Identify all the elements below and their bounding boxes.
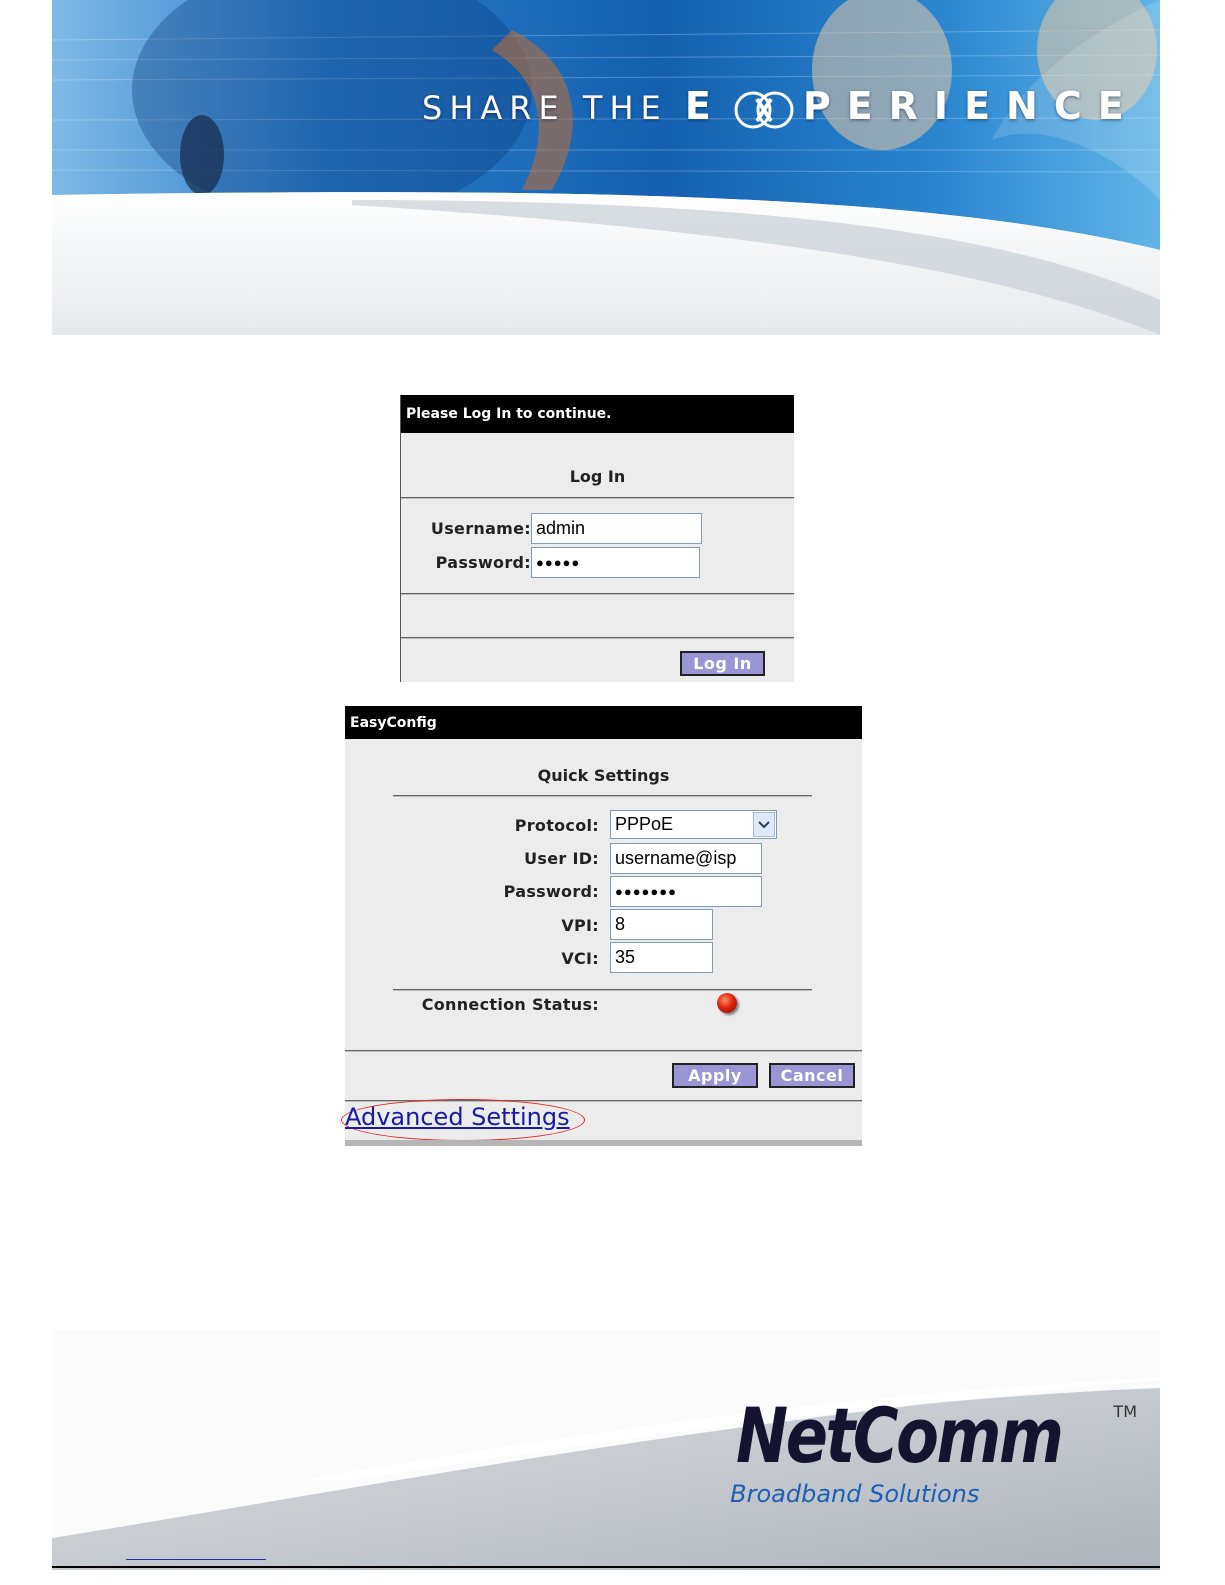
- connection-status-label: Connection Status:: [421, 995, 599, 1014]
- apply-button[interactable]: Apply: [672, 1063, 758, 1088]
- vpi-input[interactable]: 8: [610, 909, 713, 940]
- quick-settings-divider: [393, 795, 812, 797]
- easyconfig-password-label: Password:: [503, 882, 599, 901]
- login-button[interactable]: Log In: [680, 651, 765, 676]
- chevron-down-icon[interactable]: [753, 812, 775, 837]
- login-divider-bottom: [401, 637, 794, 639]
- connection-divider: [393, 989, 812, 991]
- vci-label: VCI:: [561, 949, 599, 968]
- banner-tagline: [422, 84, 1140, 130]
- protocol-select[interactable]: [610, 810, 777, 839]
- protocol-value: PPPoE: [615, 814, 674, 834]
- cancel-button[interactable]: Cancel: [769, 1063, 855, 1088]
- login-title: Please Log In to continue.: [406, 406, 612, 422]
- easyconfig-title-bar: [345, 706, 862, 739]
- login-title-bar: [401, 395, 794, 433]
- easyconfig-dialog: [345, 706, 862, 1146]
- vpi-label: VPI:: [561, 916, 599, 935]
- footer-rule: [52, 1566, 1160, 1568]
- password-input[interactable]: ●●●●●: [531, 547, 700, 578]
- header-banner: [52, 0, 1160, 335]
- easyconfig-bottom-bar: [345, 1140, 862, 1146]
- easyconfig-password-input[interactable]: ●●●●●●●: [610, 876, 762, 907]
- logo-name: NetComm: [736, 1391, 1062, 1480]
- tagline-e: E: [684, 84, 727, 128]
- username-label: Username:: [430, 519, 531, 538]
- logo-trademark: TM: [1113, 1402, 1137, 1421]
- easyconfig-title: EasyConfig: [350, 714, 437, 731]
- userid-input[interactable]: username@isp: [610, 843, 762, 874]
- password-label: Password:: [435, 553, 531, 572]
- protocol-label: Protocol:: [514, 816, 599, 835]
- tagline-left: SHARE THE: [422, 89, 668, 127]
- login-heading: Log In: [569, 467, 626, 486]
- connection-status-indicator: [717, 993, 737, 1013]
- login-dialog: [400, 395, 794, 682]
- userid-label: User ID:: [524, 849, 599, 868]
- username-input[interactable]: admin: [531, 513, 702, 544]
- x-logo-icon: [729, 90, 801, 130]
- login-divider-top: [401, 497, 794, 499]
- login-divider-middle: [401, 593, 794, 595]
- advanced-settings-link[interactable]: Advanced Settings: [345, 1103, 570, 1131]
- footer-link-underline: [126, 1559, 266, 1560]
- logo-tagline: Broadband Solutions: [730, 1480, 980, 1508]
- banner-artwork: [52, 0, 1160, 335]
- tagline-right: PERIENCE: [802, 84, 1140, 128]
- netcomm-logo: [730, 1391, 1137, 1508]
- quick-settings-heading: Quick Settings: [537, 766, 670, 785]
- vci-input[interactable]: 35: [610, 942, 713, 973]
- buttons-divider: [345, 1050, 862, 1052]
